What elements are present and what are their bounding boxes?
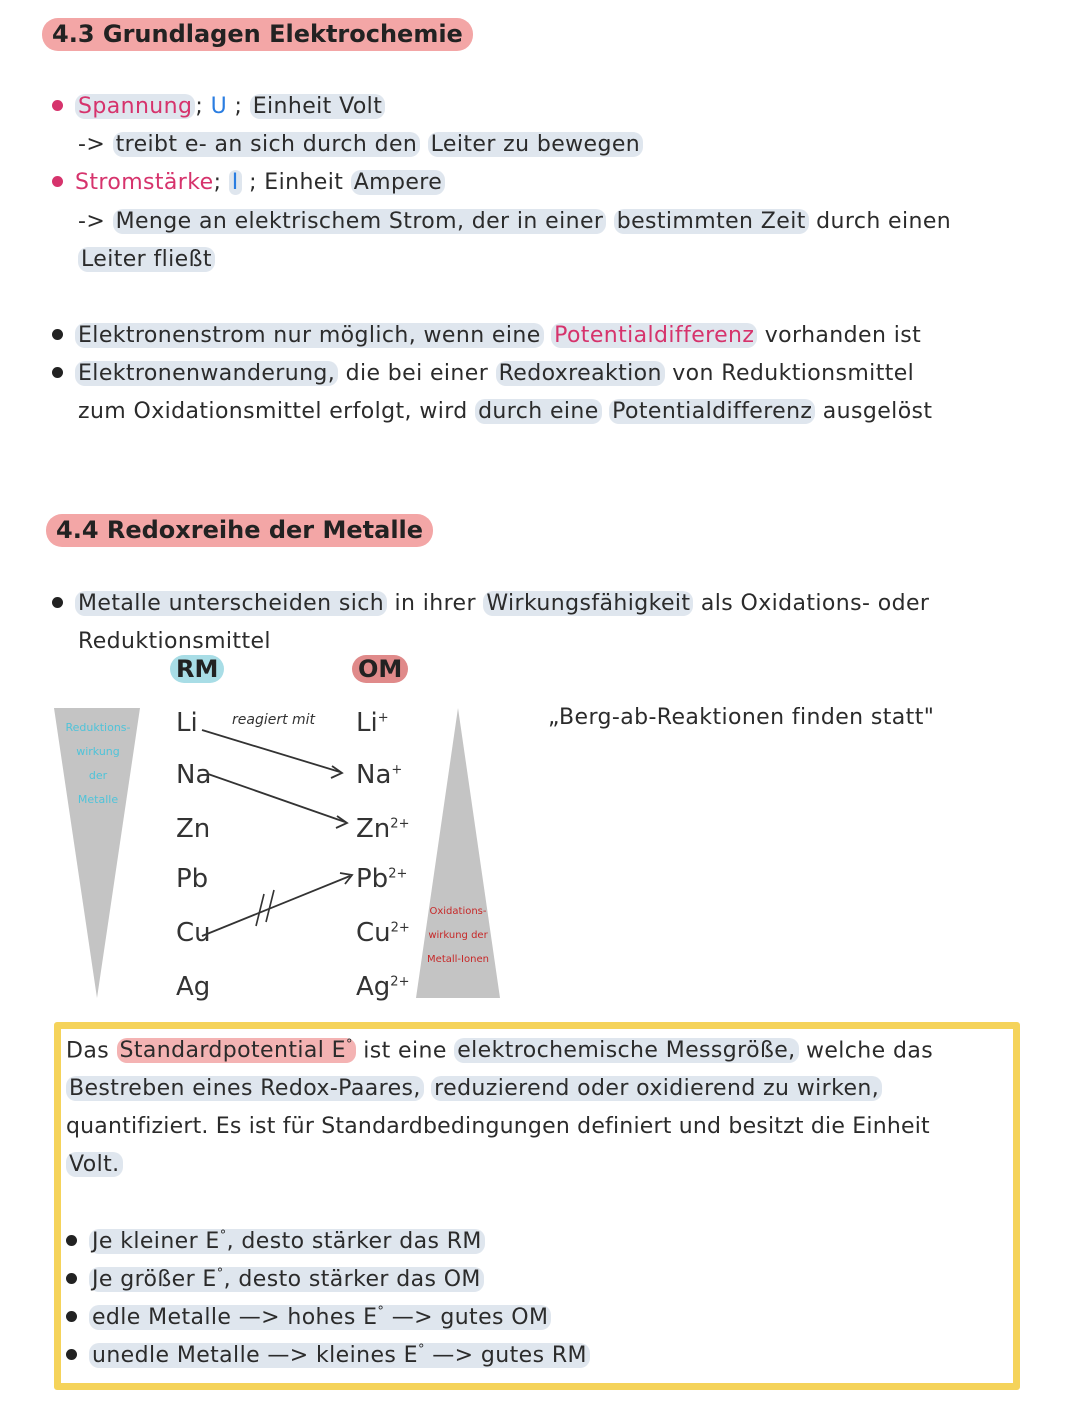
left-tri-text: der: [88, 769, 108, 782]
box-line-1: [66, 1038, 933, 1063]
symbol-i: I: [229, 170, 242, 195]
text: vorhanden ist: [764, 323, 922, 348]
text: in ihrer: [394, 591, 476, 616]
unit-ampere: Ampere: [351, 170, 445, 195]
om-zn: $Zn^{2+}$: [356, 814, 410, 844]
om-cu: $Cu^{2+}$: [356, 918, 410, 948]
text: durch einen: [816, 209, 952, 234]
right-triangle-labels: [420, 900, 496, 972]
box-line-4: [66, 1152, 123, 1177]
bullet-spannung: [52, 94, 385, 119]
text: Reduktionsmittel: [78, 629, 271, 654]
box-bullet: [66, 1305, 551, 1330]
text: Wirkungsfähigkeit: [483, 591, 693, 616]
bullet-dot: [52, 100, 63, 111]
om-na: Na+: [356, 760, 403, 790]
spannung-description: [78, 132, 643, 157]
text: welche das: [805, 1038, 934, 1064]
box-bullet: [66, 1267, 484, 1292]
text: quantifiziert. Es ist für Standardbedingungen definiert und besitzt die Einheit: [66, 1114, 930, 1139]
left-tri-text: Reduktions-: [65, 721, 131, 734]
rm-cu: Cu: [176, 918, 211, 948]
bullet-dot: [52, 367, 63, 378]
text: Das: [66, 1038, 110, 1064]
box-line-3: [66, 1114, 930, 1139]
bullet-elektronenwanderung: [52, 361, 914, 386]
blocked-mark: [266, 890, 274, 922]
om-badge: OM: [352, 655, 408, 683]
text: ist eine: [363, 1038, 447, 1064]
sep: ;: [234, 94, 243, 119]
symbol-u: U: [210, 94, 228, 119]
om-pb: $Pb^{2+}$: [356, 864, 408, 894]
text: die bei einer: [345, 361, 489, 386]
arrow-cu-pb: [202, 876, 350, 936]
bullet-dot: [52, 329, 63, 340]
box-line-2: [66, 1076, 882, 1101]
arrow-na-zn: [208, 774, 345, 822]
left-tri-text: wirkung: [76, 745, 120, 758]
unit-label: Einheit: [264, 170, 344, 195]
text: Leiter zu bewegen: [428, 132, 643, 157]
text: zum Oxidationsmittel erfolgt, wird: [78, 399, 468, 424]
text: Metalle unterscheiden sich: [75, 591, 387, 616]
text: elektrochemische Messgröße,: [454, 1038, 798, 1063]
om-ag: $Ag^{2+}$: [356, 972, 410, 1002]
strom-description-2: [78, 247, 215, 272]
text: Elektronenwanderung,: [75, 361, 338, 386]
arrow: ->: [78, 209, 106, 234]
blocked-mark: [256, 894, 264, 926]
unit-volt: Einheit Volt: [250, 94, 386, 119]
reagiert-mit-label: reagiert mit: [232, 712, 316, 728]
arrowhead: [336, 816, 347, 828]
text: von Reduktionsmittel: [672, 361, 915, 386]
right-tri-text: wirkung der: [428, 930, 488, 941]
metalle-line2: [78, 629, 271, 654]
text: Je größer E°, desto stärker das OM: [89, 1267, 484, 1292]
rm-na: Na: [176, 760, 212, 790]
text: Volt.: [66, 1152, 123, 1177]
bullet-metalle: [52, 591, 929, 616]
arrow-li-na: [202, 730, 340, 772]
sep: ;: [249, 170, 257, 195]
sep: ;: [195, 94, 204, 119]
text: ausgelöst: [822, 399, 933, 424]
text: unedle Metalle —> kleines E° —> gutes RM: [89, 1343, 590, 1368]
term-potentialdifferenz: Potentialdifferenz: [551, 323, 757, 348]
om-li: Li+: [356, 708, 389, 738]
bullet-dot: [66, 1349, 77, 1360]
section-heading-4-4: 4.4 Redoxreihe der Metalle: [46, 514, 433, 547]
arrowhead: [331, 766, 342, 778]
rm-li: Li: [176, 708, 198, 738]
text: bestimmten Zeit: [614, 209, 809, 234]
text: durch eine: [475, 399, 602, 424]
bullet-dot: [66, 1273, 77, 1284]
rm-badge: RM: [170, 655, 224, 683]
rm-pb: Pb: [176, 864, 209, 894]
elektronenwanderung-line2: [78, 399, 932, 424]
left-tri-text: Metalle: [77, 793, 119, 806]
strom-description: [78, 209, 951, 234]
term-standardpotential: Standardpotential E°: [117, 1038, 356, 1063]
text: Elektronenstrom nur möglich, wenn eine: [75, 323, 544, 348]
left-triangle-labels: [58, 716, 138, 812]
text: Bestreben eines Redox-Paares,: [66, 1076, 424, 1101]
arrow: ->: [78, 132, 106, 157]
section-heading-4-3: 4.3 Grundlagen Elektrochemie: [42, 18, 473, 51]
bullet-elektronenstrom: [52, 323, 921, 348]
text: Leiter fließt: [78, 247, 215, 272]
box-bullet: [66, 1229, 485, 1254]
right-tri-text: Metall-Ionen: [427, 954, 489, 965]
berg-ab-quote: „Berg-ab-Reaktionen finden statt": [548, 705, 935, 730]
text: treibt e- an sich durch den: [113, 132, 421, 157]
rm-zn: Zn: [176, 814, 211, 844]
rm-ag: Ag: [176, 972, 211, 1002]
term-spannung: Spannung: [75, 94, 195, 119]
text: reduzierend oder oxidierend zu wirken,: [431, 1076, 882, 1101]
right-tri-text: Oxidations-: [429, 906, 487, 917]
text: Potentialdifferenz: [609, 399, 815, 424]
bullet-dot: [66, 1311, 77, 1322]
text: Menge an elektrischem Strom, der in einer: [113, 209, 607, 234]
bullet-dot: [52, 176, 63, 187]
text: Je kleiner E°, desto stärker das RM: [89, 1229, 485, 1254]
bullet-stromstaerke: [52, 170, 445, 195]
term-stromstaerke: Stromstärke: [75, 170, 214, 195]
text: als Oxidations- oder: [700, 591, 930, 616]
text: Redoxreaktion: [496, 361, 665, 386]
sep: ;: [213, 170, 222, 195]
text: edle Metalle —> hohes E° —> gutes OM: [89, 1305, 551, 1330]
box-bullet: [66, 1343, 590, 1368]
bullet-dot: [52, 597, 63, 608]
bullet-dot: [66, 1235, 77, 1246]
